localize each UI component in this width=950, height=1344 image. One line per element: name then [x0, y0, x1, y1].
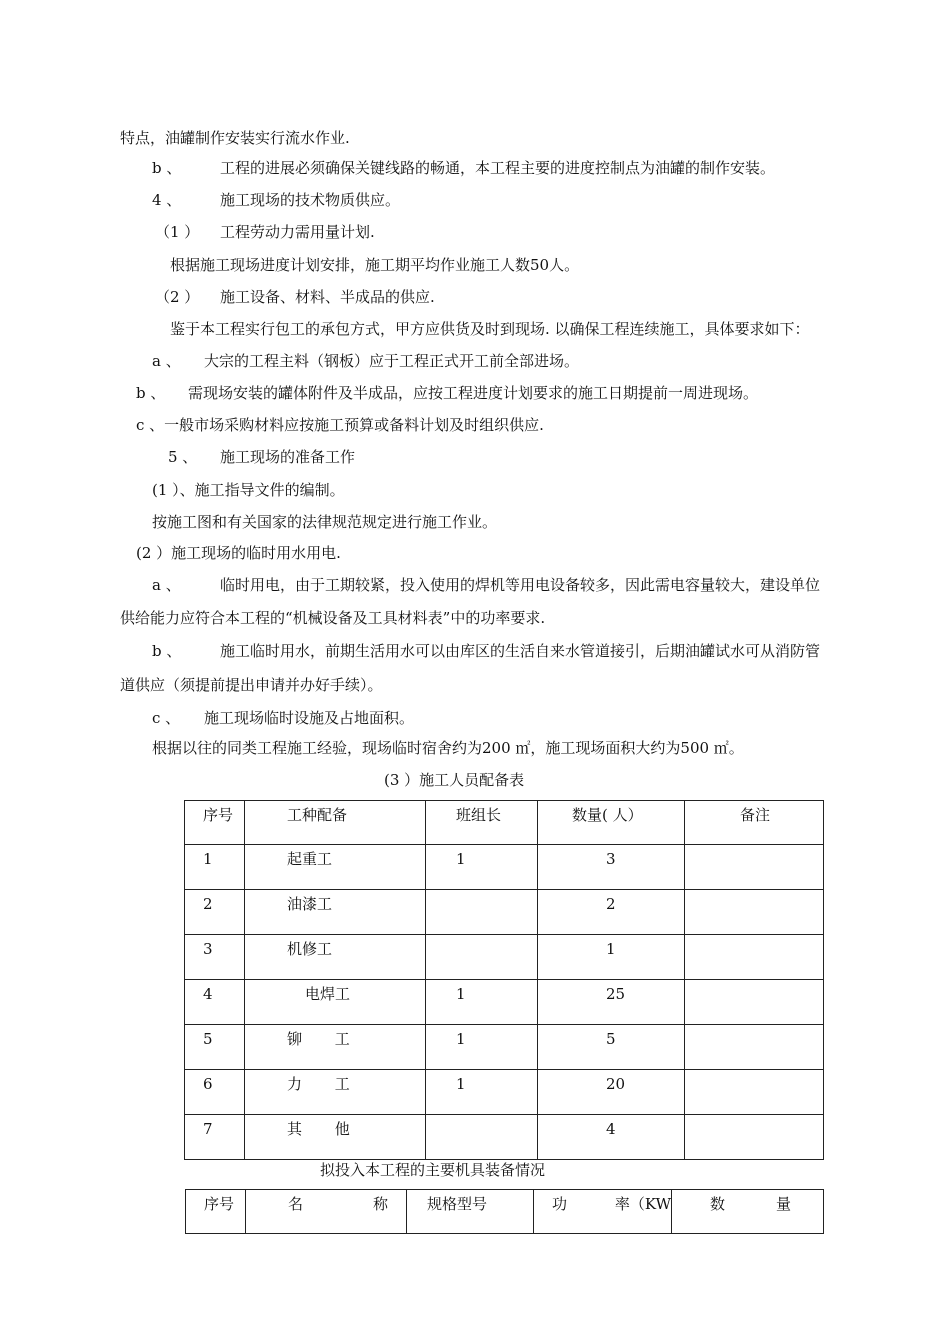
row-note: [685, 1025, 824, 1070]
header-quantity-part-2: 量: [775, 1195, 791, 1213]
row-quantity: 25: [538, 980, 685, 1025]
header-trade: 工种配备: [245, 801, 426, 845]
row-note: [685, 890, 824, 935]
para-12: (1 ）、施工指导文件的编制。: [152, 481, 345, 499]
row-leader: [426, 935, 538, 980]
para-4-marker: （1 ）: [155, 223, 200, 241]
para-15-line-1: 临时用电，由于工期较紧，投入使用的焊机等用电设备较多，因此需电容量较大，建设单位: [220, 576, 821, 594]
row-quantity: 4: [538, 1115, 685, 1160]
header-no: 序号: [185, 801, 245, 845]
para-15-marker: a 、: [152, 576, 181, 594]
header-leader: 班组长: [426, 801, 538, 845]
table-row: [185, 1070, 824, 1115]
equipment-table-header: [186, 1190, 824, 1234]
row-trade: 铆 工: [245, 1025, 426, 1070]
row-trade: 机修工: [245, 935, 426, 980]
table-row: [185, 845, 824, 890]
row-no: 1: [185, 845, 245, 890]
para-6: 施工设备、材料、半成品的供应.: [220, 288, 435, 306]
para-11: 施工现场的准备工作: [220, 448, 356, 466]
header-quantity: 数量( 人）: [538, 801, 685, 845]
para-7: 鉴于本工程实行包工的承包方式，甲方应供货及时到现场. 以确保工程连续施工，具体要求如下：: [170, 320, 810, 338]
staff-table-header: [185, 801, 824, 845]
header-name-part-2: 称: [372, 1195, 388, 1213]
header-power-part-1: 功: [552, 1195, 568, 1213]
para-8: 大宗的工程主料（钢板）应于工程正式开工前全部进场。: [204, 352, 580, 370]
header-quantity-part-1: 数: [710, 1195, 726, 1213]
table-row: [185, 980, 824, 1025]
row-quantity: 5: [538, 1025, 685, 1070]
table-row: [185, 890, 824, 935]
para-16-line-1: 施工临时用水，前期生活用水可以由库区的生活自来水管道接引，后期油罐试水可从消防管: [220, 642, 821, 660]
row-leader: [426, 1115, 538, 1160]
header-name-part-1: 名: [288, 1195, 304, 1213]
para-2: 工程的进展必须确保关键线路的畅通，本工程主要的进度控制点为油罐的制作安装。: [220, 159, 776, 177]
para-13: 按施工图和有关国家的法律规范规定进行施工作业。: [152, 513, 498, 531]
table-row: [185, 1115, 824, 1160]
para-16-marker: b 、: [152, 642, 182, 660]
header-no: 序号: [186, 1190, 246, 1234]
para-9-marker: b 、: [136, 384, 166, 402]
row-note: [685, 1115, 824, 1160]
table-row: [185, 1025, 824, 1070]
row-no: 4: [185, 980, 245, 1025]
header-power: [534, 1190, 672, 1234]
para-4: 工程劳动力需用量计划.: [220, 223, 375, 241]
para-18: 根据以往的同类工程施工经验，现场临时宿舍约为200 ㎡，施工现场面积大约为500 ㎡。: [152, 739, 744, 757]
para-14: (2 ）施工现场的临时用水用电.: [136, 544, 341, 562]
para-2-marker: b 、: [152, 159, 182, 177]
row-quantity: 3: [538, 845, 685, 890]
row-no: 2: [185, 890, 245, 935]
header-spec: 规格型号: [407, 1190, 534, 1234]
para-17-marker: c 、: [152, 709, 181, 727]
row-trade: 油漆工: [245, 890, 426, 935]
para-10: c 、一般市场采购材料应按施工预算或备料计划及时组织供应.: [136, 416, 544, 434]
table-row: [185, 935, 824, 980]
row-leader: 1: [426, 845, 538, 890]
para-17: 施工现场临时设施及占地面积。: [204, 709, 415, 727]
para-3: 施工现场的技术物质供应。: [220, 191, 401, 209]
para-9: 需现场安装的罐体附件及半成品，应按工程进度计划要求的施工日期提前一周进现场。: [188, 384, 759, 402]
row-no: 5: [185, 1025, 245, 1070]
staff-table: [184, 800, 824, 1160]
header-quantity: [672, 1190, 824, 1234]
para-15-line-2: 供给能力应符合本工程的“机械设备及工具材料表”中的功率要求.: [120, 609, 546, 627]
para-16-line-2: 道供应（须提前提出申请并办好手续）。: [120, 676, 383, 694]
row-leader: 1: [426, 1025, 538, 1070]
staff-table-title: (3 ）施工人员配备表: [384, 771, 525, 789]
header-note: 备注: [685, 801, 824, 845]
para-3-marker: 4 、: [152, 191, 182, 209]
row-quantity: 20: [538, 1070, 685, 1115]
equipment-table: [185, 1189, 824, 1234]
para-11-marker: 5 、: [168, 448, 198, 466]
row-leader: 1: [426, 980, 538, 1025]
row-trade: 起重工: [245, 845, 426, 890]
row-quantity: 2: [538, 890, 685, 935]
row-note: [685, 845, 824, 890]
para-6-marker: （2 ）: [155, 288, 200, 306]
equipment-table-title: 拟投入本工程的主要机具装备情况: [320, 1161, 546, 1179]
row-leader: [426, 890, 538, 935]
para-8-marker: a 、: [152, 352, 181, 370]
row-no: 7: [185, 1115, 245, 1160]
header-name: [246, 1190, 407, 1234]
para-1: 特点，油罐制作安装实行流水作业.: [120, 129, 350, 147]
row-trade: 电焊工: [245, 980, 426, 1025]
row-trade: 力 工: [245, 1070, 426, 1115]
row-note: [685, 1070, 824, 1115]
row-note: [685, 935, 824, 980]
row-leader: 1: [426, 1070, 538, 1115]
row-no: 3: [185, 935, 245, 980]
row-trade: 其 他: [245, 1115, 426, 1160]
para-5: 根据施工现场进度计划安排，施工期平均作业施工人数50人。: [170, 256, 580, 274]
header-power-part-2: 率（KW: [614, 1195, 671, 1213]
row-quantity: 1: [538, 935, 685, 980]
row-no: 6: [185, 1070, 245, 1115]
row-note: [685, 980, 824, 1025]
